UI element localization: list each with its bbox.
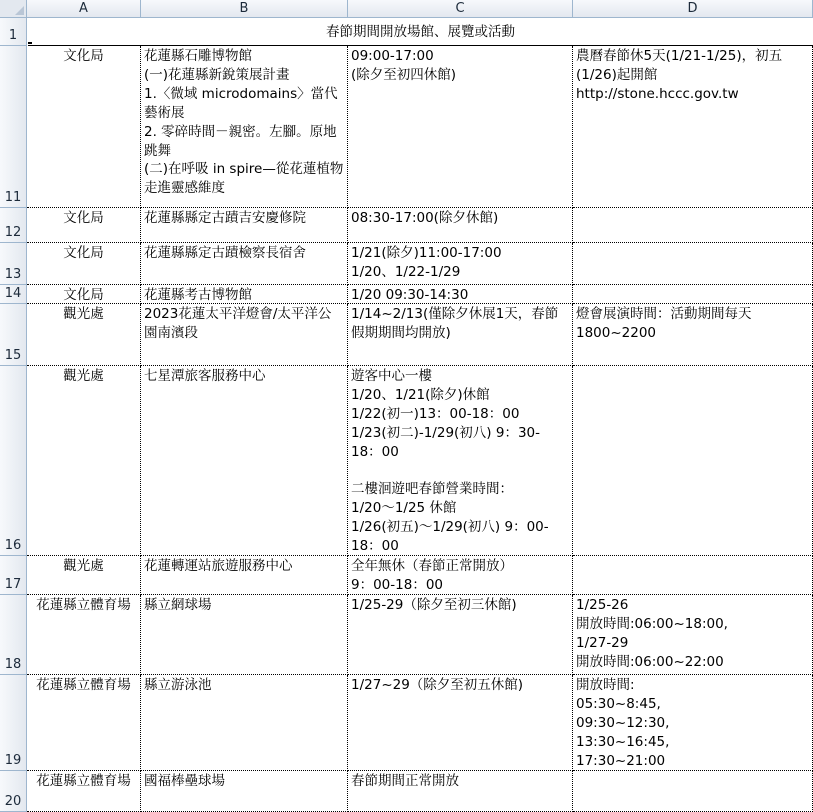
cell-b19[interactable]: 縣立游泳池 [141,675,348,771]
cell-b11[interactable]: 花蓮縣石雕博物館 (一)花蓮縣新銳策展計畫 1.〈微域 microdomains〉當代藝術展 2. 零碎時間－親密。左腳。原地跳舞 (二)在呼吸 in spire—從花蓮植物走進靈感維度 [141,46,348,208]
cell-b16[interactable]: 七星潭旅客服務中心 [141,366,348,556]
cell-d19[interactable]: 開放時間: 05:30~8:45, 09:30~12:30, 13:30~16:45, 17:30~21:00 [573,675,813,771]
cell-a13[interactable]: 文化局 [27,243,141,285]
cell-a16[interactable]: 觀光處 [27,366,141,556]
column-header-c[interactable]: C [348,0,573,18]
select-all-corner[interactable] [0,0,27,18]
cell-a14[interactable]: 文化局 [27,285,141,304]
cell-a15[interactable]: 觀光處 [27,304,141,366]
cell-b12[interactable]: 花蓮縣縣定古蹟吉安慶修院 [141,208,348,243]
row-header-19[interactable]: 19 [0,675,27,771]
row-header-11[interactable]: 11 [0,46,27,208]
cell-b14[interactable]: 花蓮縣考古博物館 [141,285,348,304]
row-header-16[interactable]: 16 [0,366,27,556]
cell-c20[interactable]: 春節期間正常開放 [348,771,573,812]
row-header-14[interactable]: 14 [0,285,27,304]
column-header-a[interactable]: A [27,0,141,18]
cell-d15[interactable]: 燈會展演時間：活動期間每天1800~2200 [573,304,813,366]
row-header-15[interactable]: 15 [0,304,27,366]
cell-b18[interactable]: 縣立網球場 [141,595,348,675]
cell-c13[interactable]: 1/21(除夕)11:00-17:00 1/20、1/22-1/29 [348,243,573,285]
cell-a19[interactable]: 花蓮縣立體育場 [27,675,141,771]
cell-b17[interactable]: 花蓮轉運站旅遊服務中心 [141,556,348,595]
row-header-13[interactable]: 13 [0,243,27,285]
cell-d14[interactable] [573,285,813,304]
cell-d18[interactable]: 1/25-26 開放時間:06:00~18:00, 1/27-29 開放時間:06:00~22:00 [573,595,813,675]
cell-c15[interactable]: 1/14~2/13(僅除夕休展1天，春節假期期間均開放) [348,304,573,366]
cell-a20[interactable]: 花蓮縣立體育場 [27,771,141,812]
cell-b15[interactable]: 2023花蓮太平洋燈會/太平洋公園南濱段 [141,304,348,366]
column-header-d[interactable]: D [573,0,813,18]
cell-d12[interactable] [573,208,813,243]
cell-c19[interactable]: 1/27~29（除夕至初五休館) [348,675,573,771]
row-header-20[interactable]: 20 [0,771,27,812]
row-header-17[interactable]: 17 [0,556,27,595]
row-header-1[interactable]: 1 [0,18,27,46]
column-header-b[interactable]: B [141,0,348,18]
cell-c14[interactable]: 1/20 09:30-14:30 [348,285,573,304]
cell-b13[interactable]: 花蓮縣縣定古蹟檢察長宿舍 [141,243,348,285]
cell-d11[interactable]: 農曆春節休5天(1/21-1/25)，初五(1/26)起開館 http://stone.hccc.gov.tw [573,46,813,208]
cell-d17[interactable] [573,556,813,595]
row-header-12[interactable]: 12 [0,208,27,243]
row-header-18[interactable]: 18 [0,595,27,675]
cell-c17[interactable]: 全年無休（春節正常開放） 9：00-18：00 [348,556,573,595]
cell-c16[interactable]: 遊客中心一樓 1/20、1/21(除夕)休館 1/22(初一)13：00-18：00 1/23(初二)-1/29(初八) 9：30-18：00 二樓洄遊吧春節營業時間： 1/20～1/25 休館 1/26(初五)～1/29(初八) 9：00-18：00 [348,366,573,556]
cell-d16[interactable] [573,366,813,556]
cell-b20[interactable]: 國福棒壘球場 [141,771,348,812]
cell-a17[interactable]: 觀光處 [27,556,141,595]
cell-cursor-mark [28,42,32,44]
cell-d13[interactable] [573,243,813,285]
cell-a18[interactable]: 花蓮縣立體育場 [27,595,141,675]
cell-d20[interactable] [573,771,813,812]
cell-c12[interactable]: 08:30-17:00(除夕休館) [348,208,573,243]
cell-a11[interactable]: 文化局 [27,46,141,208]
cell-a12[interactable]: 文化局 [27,208,141,243]
cell-c11[interactable]: 09:00-17:00 (除夕至初四休館) [348,46,573,208]
sheet-title-cell[interactable]: 春節期間開放場館、展覽或活動 [28,19,813,46]
cell-c18[interactable]: 1/25-29（除夕至初三休館) [348,595,573,675]
